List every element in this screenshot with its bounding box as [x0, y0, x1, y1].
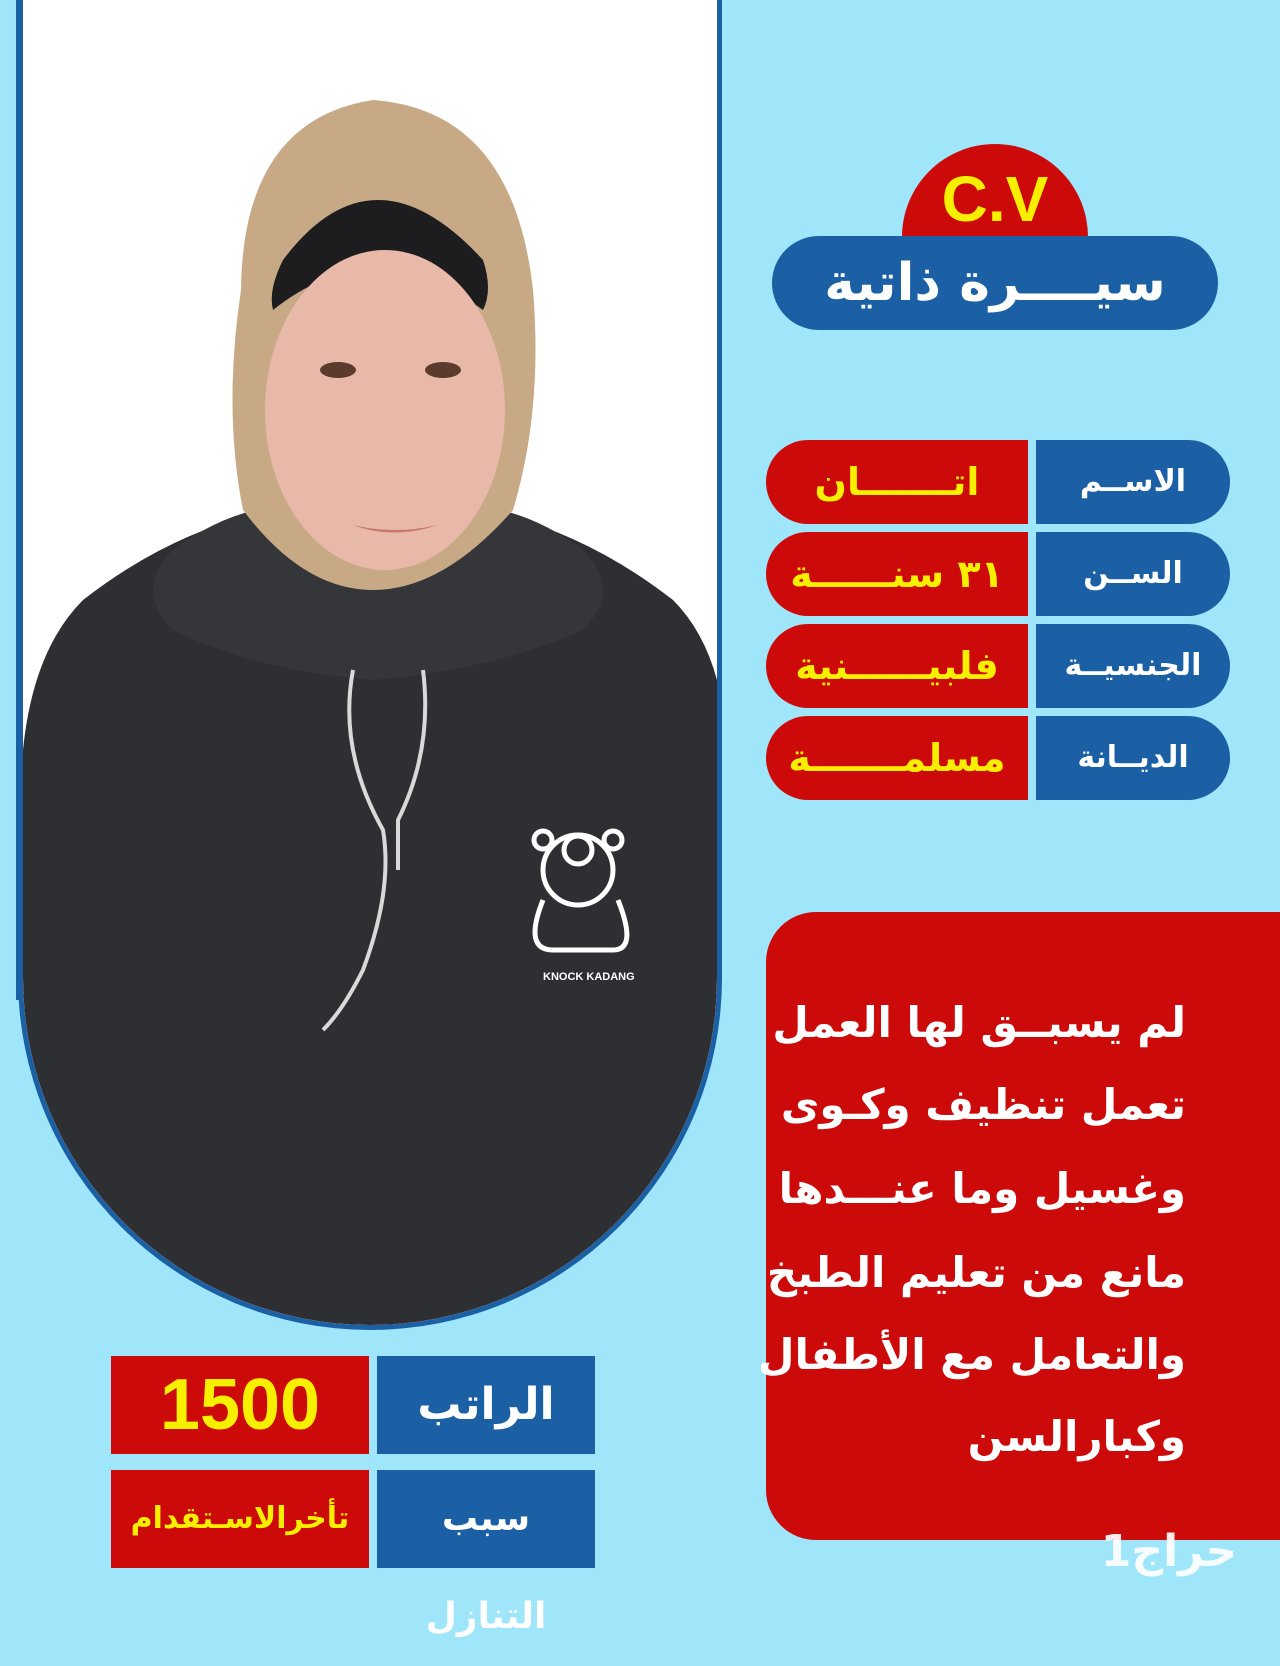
- reason-value: تأخرالاسـتقدام: [111, 1470, 369, 1568]
- description-line: تعمل تنظيف وكـوى: [780, 1080, 1186, 1129]
- nationality-value: فلبيــــــنية: [766, 624, 1028, 708]
- salary-label: الراتب: [377, 1356, 595, 1454]
- info-row-nationality: [766, 624, 1230, 708]
- religion-label: الديــانة: [1036, 716, 1230, 800]
- reason-label: سبب التنازل: [377, 1470, 595, 1568]
- info-row-age: [766, 532, 1230, 616]
- watermark-text: حراج1: [1100, 1526, 1238, 1577]
- description-line: وكبارالسن: [967, 1412, 1186, 1461]
- description-line: مانع من تعليم الطبخ: [766, 1248, 1186, 1297]
- description-line: وغسيل وما عنـــدها: [778, 1164, 1186, 1213]
- cv-title: سيــــرة ذاتية: [772, 236, 1218, 330]
- description-line: لم يسبــق لها العمل: [772, 998, 1186, 1047]
- profile-photo: [18, 0, 722, 1330]
- info-row-name: [766, 440, 1230, 524]
- cv-badge: C.V: [902, 144, 1088, 254]
- religion-value: مسلمـــــــة: [766, 716, 1028, 800]
- info-row-religion: [766, 716, 1230, 800]
- description-box: [758, 912, 1280, 1540]
- age-value: ٣١ سنــــــة: [766, 532, 1028, 616]
- description-line: والتعامل مع الأطفال: [758, 1330, 1186, 1379]
- nationality-label: الجنسيــة: [1036, 624, 1230, 708]
- age-label: الســن: [1036, 532, 1230, 616]
- salary-value: 1500: [111, 1356, 369, 1454]
- name-value: اتـــــــان: [766, 440, 1028, 524]
- name-label: الاســم: [1036, 440, 1230, 524]
- svg-text:KNOCK KADANG: KNOCK KADANG: [543, 971, 635, 983]
